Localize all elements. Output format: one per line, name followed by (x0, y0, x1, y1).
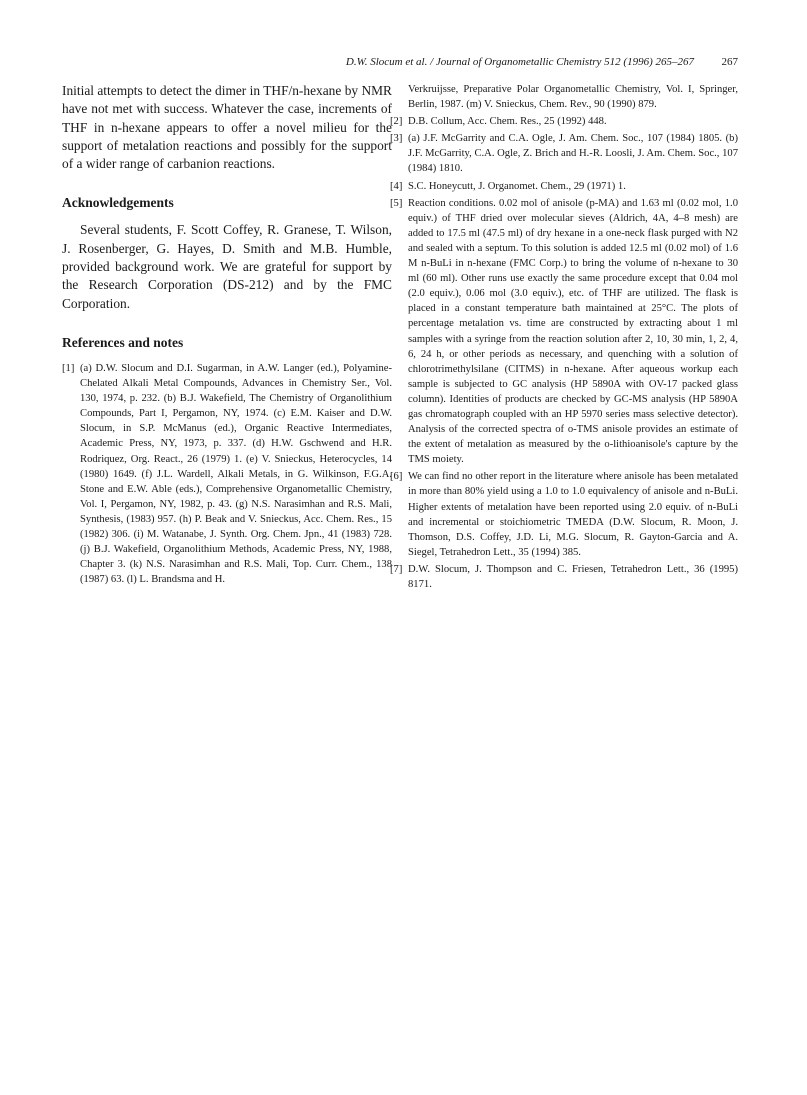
intro-paragraph: Initial attempts to detect the dimer in THF/n-hexane by NMR have not met with success. Whatever the case, increments of THF in n-hexane appears to offer a novel milieu for the support of metalation reactions and possibly for the support of a wider range of carbanion reactions. (62, 83, 392, 172)
reference-number: [3] (390, 133, 403, 145)
reference-text: (a) J.F. McGarrity and C.A. Ogle, J. Am. Chem. Soc., 107 (1984) 1805. (b) J.F. McGarrity, C.A. Ogle, Z. Brich and H.-R. Loosli, J. Am. Chem. Soc., 107 (1984) 1810. (408, 133, 738, 175)
reference-number: [1] (62, 362, 75, 374)
reference-item (390, 114, 738, 129)
page-number: 267 (721, 56, 738, 68)
reference-text: Reaction conditions. 0.02 mol of anisole (p-MA) and 1.63 ml (0.02 mol, 1.0 equiv.) of THF dried over molecular sieves (Aldrich, 4A, 4–8 mesh) are added to 17.5 ml (47.5 ml) of dry hexane in a one-neck flask purged with N2 and sealed with a septum. To this solution is added 12.5 ml (0.02 mol) of 1.6 M n-BuLi in n-hexane (FMC Corp.) to bring the volume of n-hexane to 30 ml (60 ml). Other runs use exactly the same procedure except that 0.04 mol (2.0 equiv.), 0.06 mol (3.0 equiv.), etc. of THF are utilized. The flask is placed in a constant temperature bath maintained at 25°C. The plots of percentage metalation vs. time are constructed by extracting about 1 ml samples with a syringe from the reaction solution after 2, 10, 30 min, 1, 2, 4, 6, 24 h, or other periods as necessary, and quenching with a solution of chlorotrimethylsilane (CITMS) in n-hexane. After aqueous workup each sample is subjected to GC analysis (HP 5890A with OV-17 packed glass column). Identities of products are checked by GC-MS analysis (HP 5890A gas chromatograph coupled with an HP 5970 series mass selective detector). Analysis of the corrected spectra of o-TMS anisole provides an estimate of the extent of metalation as measured by the o-lithioanisole's capture by the TMS moiety. (408, 197, 738, 466)
acknowledgements-heading: Acknowledgements (62, 195, 174, 211)
acknowledgements-text: Several students, F. Scott Coffey, R. Granese, T. Wilson, J. Rosenberger, G. Hayes, D. Smith and M.B. Humble, provided background work. We are grateful for support by the Research Corporation (DS-212) and by the FMC Corporation. (62, 222, 392, 311)
reference-item (390, 196, 738, 468)
left-column (62, 82, 392, 589)
reference-text: D.W. Slocum, J. Thompson and C. Friesen, Tetrahedron Lett., 36 (1995) 8171. (408, 563, 738, 590)
right-column (390, 82, 738, 594)
reference-number: [4] (390, 180, 403, 192)
reference-item (390, 179, 738, 194)
reference-item (390, 131, 738, 176)
running-head: D.W. Slocum et al. / Journal of Organometallic Chemistry 512 (1996) 265–267 (345, 56, 694, 68)
reference-text: S.C. Honeycutt, J. Organomet. Chem., 29 (1971) 1. (408, 180, 626, 192)
reference-text: D.B. Collum, Acc. Chem. Res., 25 (1992) 448. (408, 116, 607, 128)
reference-item (62, 361, 392, 587)
reference-item (390, 469, 738, 560)
reference-number: [5] (390, 197, 403, 209)
reference-item (390, 82, 738, 112)
reference-text: We can find no other report in the literature where anisole has been metalated in more than 80% yield using a 1.0 to 1.0 equivalency of anisole and n-BuLi. Higher extents of metalation have been reported using 2.0 equiv. of n-BuLi and incremental or stoichiometric TMEDA (D.W. Slocum, R. Moon, J. Thomson, D.S. Coffey, J.D. Li, M.G. Slocum, R. Gayton-Garcia and A. Siegel, Tetrahedron Lett., 35 (1994) 385. (408, 471, 738, 558)
reference-number: [7] (390, 563, 403, 575)
reference-text: Verkruijsse, Preparative Polar Organometallic Chemistry, Vol. I, Springer, Berlin, 1987. (m) V. Snieckus, Chem. Rev., 90 (1990) 879. (408, 84, 738, 111)
reference-item (390, 562, 738, 592)
references-heading: References and notes (62, 334, 184, 350)
running-header (60, 54, 738, 70)
reference-number: [2] (390, 116, 403, 128)
reference-number: [6] (390, 471, 403, 483)
reference-text: (a) D.W. Slocum and D.I. Sugarman, in A.W. Langer (ed.), Polyamine-Chelated Alkali Metal Compounds, Advances in Chemistry Ser., Vol. 130, 1974, p. 232. (b) B.J. Wakefield, The Chemistry of Organolithium Compounds, Part I, Pergamon, NY, 1974. (c) E.M. Kaiser and D.W. Slocum, in S.P. McManus (ed.), Organic Reactive Intermediates, Academic Press, NY, 1973, p. 337. (d) H.W. Gschwend and H.R. Rodriquez, Org. React., 26 (1979) 1. (e) V. Snieckus, Heterocycles, 14 (1980) 1649. (f) J.L. Wardell, Alkali Metals, in G. Wilkinson, F.G.A. Stone and E.W. Able (eds.), Comprehensive Organometallic Chemistry, Vol. I, Pergamon, NY, 1982, p. 43. (g) N.S. Narasimhan and R.S. Mali, Synthesis, (1983) 957. (h) P. Beak and V. Snieckus, Acc. Chem. Res., 15 (1982) 306. (i) M. Watanabe, J. Synth. Org. Chem. Jpn., 41 (1983) 728. (j) B.J. Wakefield, Organolithium Methods, Academic Press, NY, 1988, Chapter 3. (k) N.S. Narasimhan and R.S. Mali, Top. Curr. Chem., 138 (1987) 63. (l) L. Brandsma and H. (80, 362, 392, 586)
